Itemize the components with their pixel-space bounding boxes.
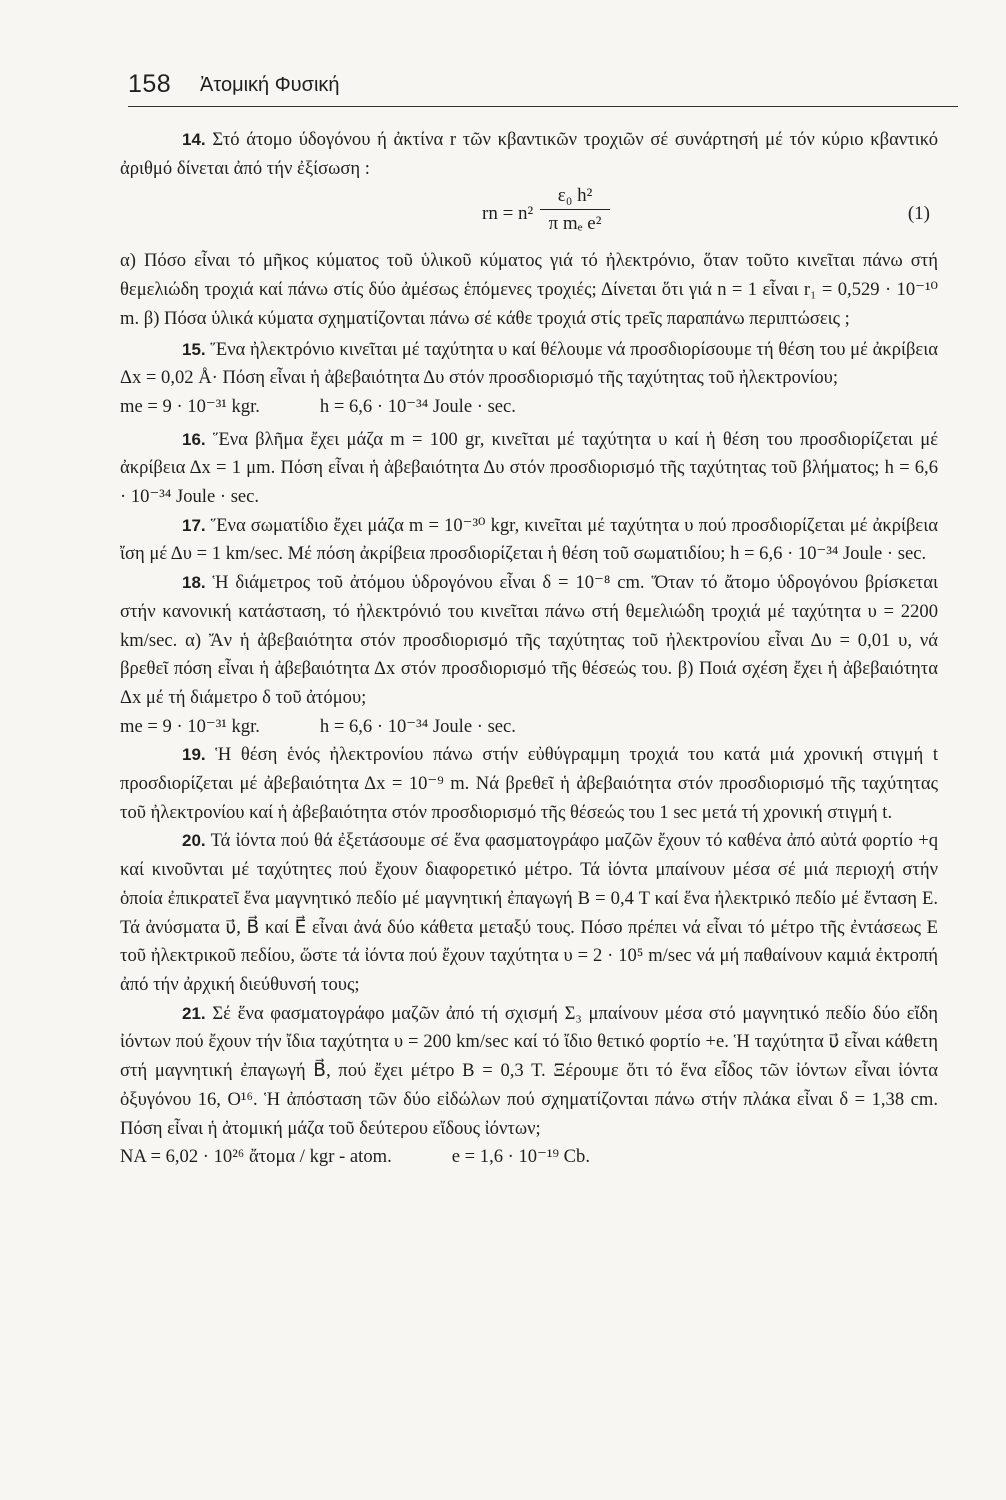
problem-18 xyxy=(120,569,938,713)
problem-21 xyxy=(120,1000,938,1144)
constant-elementary-charge: e = 1,6 · 10⁻¹⁹ Cb. xyxy=(451,1146,590,1168)
problem-text: Σέ ἕνα φασματογράφο μαζῶν ἀπό τή σχισμή Σ₃ μπαίνουν μέσα στό μαγνητικό πεδίο δύο εἴδη ἰόντων πού ἔχουν τήν ἴδια ταχύτητα υ = 200 km/sec καί τό ἴδιο θετικό φορτίο +e. Ἡ ταχύτητα υ⃗ εἶναι κάθετη στή μαγνητική ἐπαγωγή B⃗, πού ἔχει μέτρο B = 0,3 T. Ξέρουμε ὅτι τό ἕνα εἶδος τῶν ἰόντων εἶναι ἰόντα ὀξυγόνου 16, O¹⁶. Ἡ ἀπόσταση τῶν δύο εἰδώλων πού σχηματίζονται πάνω στήν πλάκα εἶναι δ = 1,38 cm. Πόση εἶναι ἡ ἀτομική μάζα τοῦ δεύτερου εἴδους ἰόντων; xyxy=(120,1002,938,1139)
problem-number: 18. xyxy=(182,573,206,593)
fraction-denominator: π mₑ e² xyxy=(548,213,602,235)
problem-number: 17. xyxy=(182,515,206,535)
problem-15-data xyxy=(120,393,938,422)
fraction-numerator: ε₀ h² xyxy=(540,183,610,210)
problem-number: 15. xyxy=(182,339,206,359)
problem-16 xyxy=(120,426,938,512)
problem-14-body: α) Πόσο εἶναι τό μῆκος κύματος τοῦ ὑλικοῦ κύματος γιά τό ἠλεκτρόνιο, ὅταν τοῦτο κινεῖται πάνω στή θεμελιώδη τροχιά καί πάνω στίς δύο ἀμέσως ἑπόμενες τροχιές; Δίνεται ὅτι γιά n = 1 εἶναι r₁ = 0,529 · 10⁻¹⁰ m. β) Πόσα ὑλικά κύματα σχηματίζονται πάνω σέ κάθε τροχιά στίς τρεῖς παραπάνω περιπτώσεις ; xyxy=(120,250,938,329)
problem-text: Ἡ θέση ἑνός ἠλεκτρονίου πάνω στήν εὐθύγραμμη τροχιά του κατά μιά χρονική στιγμή t προσδιορίζεται μέ ἀβεβαιότητα Δx = 10⁻⁹ m. Νά βρεθεῖ ἡ ἀβεβαιότητα στόν προσδιορισμό τῆς ταχύτητας τοῦ ἠλεκτρονίου καί ἡ ἀβεβαιότητα στόν προσδιορισμό τῆς θέσεώς του 1 sec μετά τή χρονική στιγμή t. xyxy=(120,744,938,823)
constant-electron-mass: me = 9 · 10⁻³¹ kgr. xyxy=(120,395,260,417)
constant-avogadro: NA = 6,02 · 10²⁶ ἄτομα / kgr - atom. xyxy=(120,1146,392,1168)
equation-1 xyxy=(120,183,938,247)
problem-number: 21. xyxy=(182,1003,206,1023)
page-number: 158 xyxy=(128,70,172,98)
page-content xyxy=(120,126,938,1172)
problem-20 xyxy=(120,827,938,999)
constant-electron-mass: me = 9 · 10⁻³¹ kgr. xyxy=(120,715,260,737)
constant-planck: h = 6,6 · 10⁻³⁴ Joule · sec. xyxy=(319,395,516,417)
problem-15 xyxy=(120,336,938,393)
constant-planck: h = 6,6 · 10⁻³⁴ Joule · sec. xyxy=(319,715,516,737)
equation-number: (1) xyxy=(907,203,930,225)
problem-number: 20. xyxy=(182,831,206,851)
problem-number: 16. xyxy=(182,429,206,449)
problem-text: Ἕνα σωματίδιο ἔχει μάζα m = 10⁻³⁰ kgr, κινεῖται μέ ταχύτητα υ πού προσδιορίζεται μέ ἀκρίβεια ἴση μέ Δυ = 1 km/sec. Μέ πόση ἀκρίβεια προσδιορίζεται ἡ θέση τοῦ σωματιδίου; h = 6,6 · 10⁻³⁴ Joule · sec. xyxy=(120,514,938,565)
problem-text: Τά ἰόντα πού θά ἐξετάσουμε σέ ἕνα φασματογράφο μαζῶν ἔχουν τό καθένα ἀπό αὐτά φορτίο +q καί κινοῦνται μέ ταχύτητες πού ἔχουν διαφορετικό μέτρο. Τά ἰόντα μπαίνουν μέσα σέ μιά περιοχή στήν ὁποία ἐπικρατεῖ ἕνα μαγνητικό πεδίο μέ μαγνητική ἐπαγωγή B = 0,4 T καί ἕνα ἠλεκτρικό πεδίο μέ ἔνταση E. Τά ἀνύσματα υ⃗, B⃗ καί E⃗ εἶναι ἀνά δύο κάθετα μεταξύ τους. Πόσο πρέπει νά εἶναι τό μέτρο τῆς ἐντάσεως E τοῦ ἠλεκτρικοῦ πεδίου, ὥστε τά ἰόντα πού ἔχουν ταχύτητα υ = 2 · 10⁵ m/sec νά μή παθαίνουν καμιά ἐκτροπή ἀπό τήν ἀρχική διεύθυνσή τους; xyxy=(120,830,938,995)
problem-text: Στό άτομο ύδογόνου ή ἀκτίνα r τῶν κβαντικῶν τροχιῶν σέ συνάρτησή μέ τόν κύριο κβαντικό ἀριθμό δίνεται ἀπό τήν ἐξίσωση : xyxy=(120,129,938,179)
problem-text: Ἕνα ἠλεκτρόνιο κινεῖται μέ ταχύτητα υ καί θέλουμε νά προσδιορίσουμε τή θέση του μέ ἀκρίβεια Δx = 0,02 Å· Πόση εἶναι ἡ ἀβεβαιότητα Δυ στόν προσδιορισμό τῆς ταχύτητας τοῦ ἠλεκτρονίου; xyxy=(120,338,938,389)
problem-text: Ἕνα βλῆμα ἔχει μάζα m = 100 gr, κινεῖται μέ ταχύτητα υ καί ἡ θέση του προσδιορίζεται μέ ἀκρίβεια Δx = 1 μm. Πόση εἶναι ἡ ἀβεβαιότητα Δυ στόν προσδιορισμό τῆς ταχύτητας τοῦ βλήματος; h = 6,6 · 10⁻³⁴ Joule · sec. xyxy=(120,428,938,508)
problem-21-data xyxy=(120,1143,938,1172)
problem-text: Ἡ διάμετρος τοῦ ἀτόμου ὑδρογόνου εἶναι δ = 10⁻⁸ cm. Ὅταν τό ἄτομο ὑδρογόνου βρίσκεται στήν κανονική κατάσταση, τό ἠλεκτρόνιό του κινεῖται πάνω στή θεμελιώδη τροχιά μέ ταχύτητα υ = 2200 km/sec. α) Ἄν ἡ ἀβεβαιότητα στόν προσδιορισμό τῆς ταχύτητας τοῦ ἠλεκτρονίου εἶναι Δυ = 0,01 υ, νά βρεθεῖ πόση εἶναι ἡ ἀβεβαιότητα Δx στόν προσδιορισμό τῆς θέσεώς του. β) Ποιά σχέση ἔχει ἡ ἀβεβαιότητα Δx μέ τή διάμετρο δ τοῦ ἀτόμου; xyxy=(120,572,938,708)
page-header xyxy=(128,66,958,107)
problem-14-intro xyxy=(120,126,938,183)
problem-number: 19. xyxy=(182,745,206,765)
problem-18-data xyxy=(120,713,938,742)
problem-17 xyxy=(120,512,938,569)
equation-fraction xyxy=(540,183,610,238)
problem-number: 14. xyxy=(182,130,206,149)
problem-19 xyxy=(120,741,938,827)
equation-lhs: rn = n² xyxy=(482,203,534,225)
running-title: Ἀτομική Φυσική xyxy=(200,74,340,96)
